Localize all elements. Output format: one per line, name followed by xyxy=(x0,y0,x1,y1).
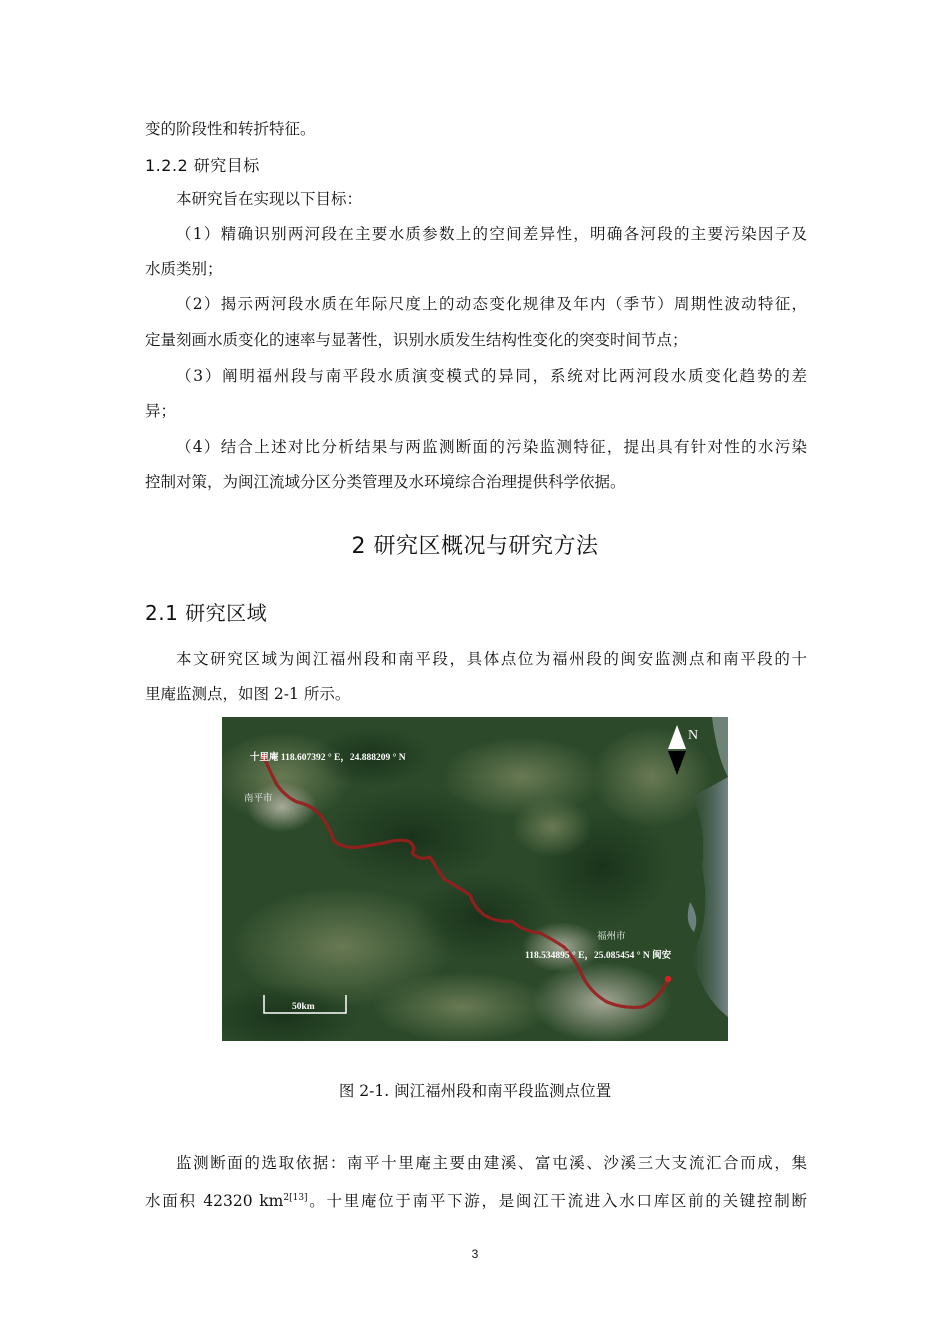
nanping-station-label: 十里庵 118.607392 ° E，24.888209 ° N xyxy=(250,753,406,763)
body-text-line: （4）结合上述对比分析结果与两监测断面的污染监测特征，提出具有针对性的水污染 xyxy=(176,438,807,456)
superscript-citation: 2[13] xyxy=(283,1193,308,1203)
body-text-line: 水质类别； xyxy=(145,260,223,278)
body-text-continuation: 。十里庵位于南平下游，是闽江干流进入水口库区前的关键控制断 xyxy=(307,1192,807,1210)
body-text-line: 控制对策，为闽江流域分区分类管理及水环境综合治理提供科学依据。 xyxy=(145,473,626,491)
chapter-heading: 2 研究区概况与研究方法 xyxy=(351,534,599,559)
minan-station-label: 118.534895 ° E，25.085454 ° N 闽安 xyxy=(525,951,672,961)
minan-station-marker xyxy=(665,976,671,982)
body-text-line: 变的阶段性和转折特征。 xyxy=(145,120,316,138)
section-heading-1-2-2: 1.2.2 研究目标 xyxy=(145,156,260,175)
body-text-line: （2）揭示两河段水质在年际尺度上的动态变化规律及年内（季节）周期性波动特征， xyxy=(176,295,807,313)
body-text-line: 监测断面的选取依据：南平十里庵主要由建溪、富屯溪、沙溪三大支流汇合而成，集 xyxy=(176,1154,807,1172)
north-label: N xyxy=(688,728,699,743)
section-heading-2-1: 2.1 研究区域 xyxy=(145,601,268,625)
figure-caption: 图 2-1. 闽江福州段和南平段监测点位置 xyxy=(338,1082,612,1100)
body-text-line: （3）阐明福州段与南平段水质演变模式的异同，系统对比两河段水质变化趋势的差 xyxy=(176,367,807,385)
body-text-line xyxy=(145,1188,807,1211)
body-text-line: （1）精确识别两河段在主要水质参数上的空间差异性，明确各河段的主要污染因子及 xyxy=(176,225,807,243)
body-text-line: 里庵监测点，如图 2-1 所示。 xyxy=(145,685,351,703)
catchment-area-text: 水面积 42320 km xyxy=(145,1192,284,1210)
body-text-line: 本文研究区域为闽江福州段和南平段，具体点位为福州段的闽安监测点和南平段的十 xyxy=(176,650,807,668)
fuzhou-city-label: 福州市 xyxy=(597,932,626,942)
body-text-line: 本研究旨在实现以下目标： xyxy=(176,190,363,208)
body-text-line: 定量刻画水质变化的速率与显著性，识别水质发生结构性变化的突变时间节点； xyxy=(145,331,688,349)
study-area-map xyxy=(222,717,728,1041)
nanping-city-label: 南平市 xyxy=(244,794,273,804)
body-text-line: 异； xyxy=(145,402,177,420)
scale-label: 50km xyxy=(292,1002,315,1012)
page-number: 3 xyxy=(471,1247,479,1261)
